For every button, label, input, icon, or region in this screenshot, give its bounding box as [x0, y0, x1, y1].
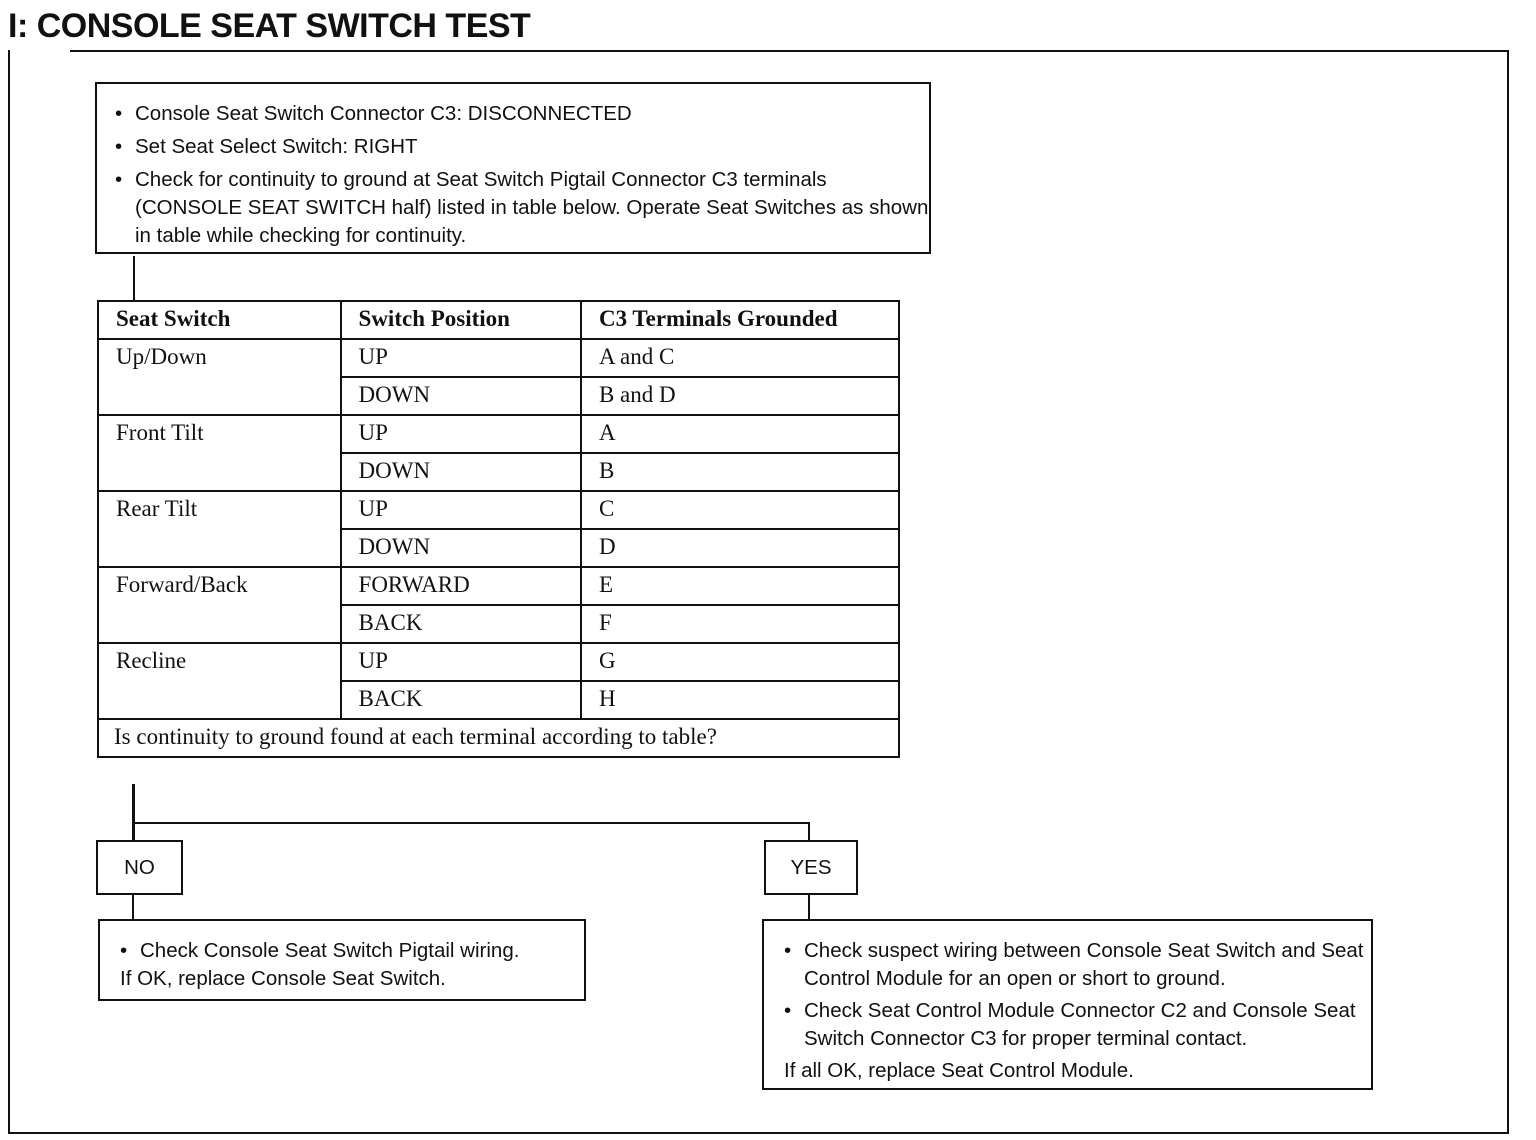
connector-step1-table	[133, 256, 135, 301]
decision-yes-box: YES	[764, 840, 858, 895]
terminal-cell: B and D	[581, 377, 899, 415]
terminal-table	[97, 300, 900, 758]
page-title: I: CONSOLE SEAT SWITCH TEST	[8, 7, 531, 45]
terminal-cell: E	[581, 567, 899, 605]
terminal-cell: H	[581, 681, 899, 719]
step1-item-select-switch: • Set Seat Select Switch: RIGHT	[97, 133, 929, 161]
header-seat-switch: Seat Switch	[98, 301, 341, 339]
yes-action-item-wiring: • Check suspect wiring between Console Seat Switch and Seat Control Module for an open or short to ground.	[764, 937, 1371, 993]
yes-action-list	[764, 937, 1371, 1053]
header-switch-position: Switch Position	[341, 301, 581, 339]
terminal-cell: D	[581, 529, 899, 567]
position-cell: UP	[341, 415, 581, 453]
position-cell: BACK	[341, 681, 581, 719]
no-action-tail: If OK, replace Console Seat Switch.	[120, 967, 446, 990]
terminal-cell: C	[581, 491, 899, 529]
table-row	[98, 567, 899, 605]
switch-recline: Recline	[98, 643, 341, 719]
yes-action-box	[762, 919, 1373, 1090]
table-row	[98, 415, 899, 453]
step1-list	[97, 100, 929, 250]
position-cell: DOWN	[341, 453, 581, 491]
terminal-cell: F	[581, 605, 899, 643]
table-row	[98, 491, 899, 529]
table-row	[98, 339, 899, 377]
yes-action-item-connectors: • Check Seat Control Module Connector C2 and Console Seat Switch Connector C3 for proper terminal contact.	[764, 997, 1371, 1053]
table-header-row	[98, 301, 899, 339]
position-cell: UP	[341, 491, 581, 529]
continuity-question: Is continuity to ground found at each terminal according to table?	[98, 719, 899, 757]
connector-table-down	[132, 784, 135, 841]
position-cell: FORWARD	[341, 567, 581, 605]
header-c3-terminals: C3 Terminals Grounded	[581, 301, 899, 339]
no-action-item: • Check Console Seat Switch Pigtail wiring.	[100, 937, 584, 965]
position-cell: DOWN	[341, 377, 581, 415]
terminal-cell: G	[581, 643, 899, 681]
no-action-list	[100, 937, 584, 965]
step1-item-connector: • Console Seat Switch Connector C3: DISCONNECTED	[97, 100, 929, 128]
connector-horizontal	[132, 822, 810, 824]
position-cell: UP	[341, 339, 581, 377]
decision-no-box: NO	[96, 840, 183, 895]
terminal-cell: A	[581, 415, 899, 453]
step1-item-continuity-check: • Check for continuity to ground at Seat Switch Pigtail Connector C3 terminals (CONSOLE SEAT SWITCH half) listed in table below. Operate Seat Switches as shown in table while checking for continuity.	[97, 166, 929, 250]
table-row	[98, 643, 899, 681]
outer-frame-top	[70, 50, 1507, 52]
position-cell: UP	[341, 643, 581, 681]
switch-up-down: Up/Down	[98, 339, 341, 415]
terminal-cell: B	[581, 453, 899, 491]
question-row	[98, 719, 899, 757]
no-action-box	[98, 919, 586, 1001]
position-cell: DOWN	[341, 529, 581, 567]
yes-action-tail: If all OK, replace Seat Control Module.	[784, 1059, 1134, 1082]
switch-forward-back: Forward/Back	[98, 567, 341, 643]
switch-front-tilt: Front Tilt	[98, 415, 341, 491]
step1-instructions-box	[95, 82, 931, 254]
switch-rear-tilt: Rear Tilt	[98, 491, 341, 567]
connector-yes-down	[808, 822, 810, 841]
terminal-cell: A and C	[581, 339, 899, 377]
connector-no-action	[132, 895, 134, 920]
position-cell: BACK	[341, 605, 581, 643]
connector-yes-action	[808, 895, 810, 920]
